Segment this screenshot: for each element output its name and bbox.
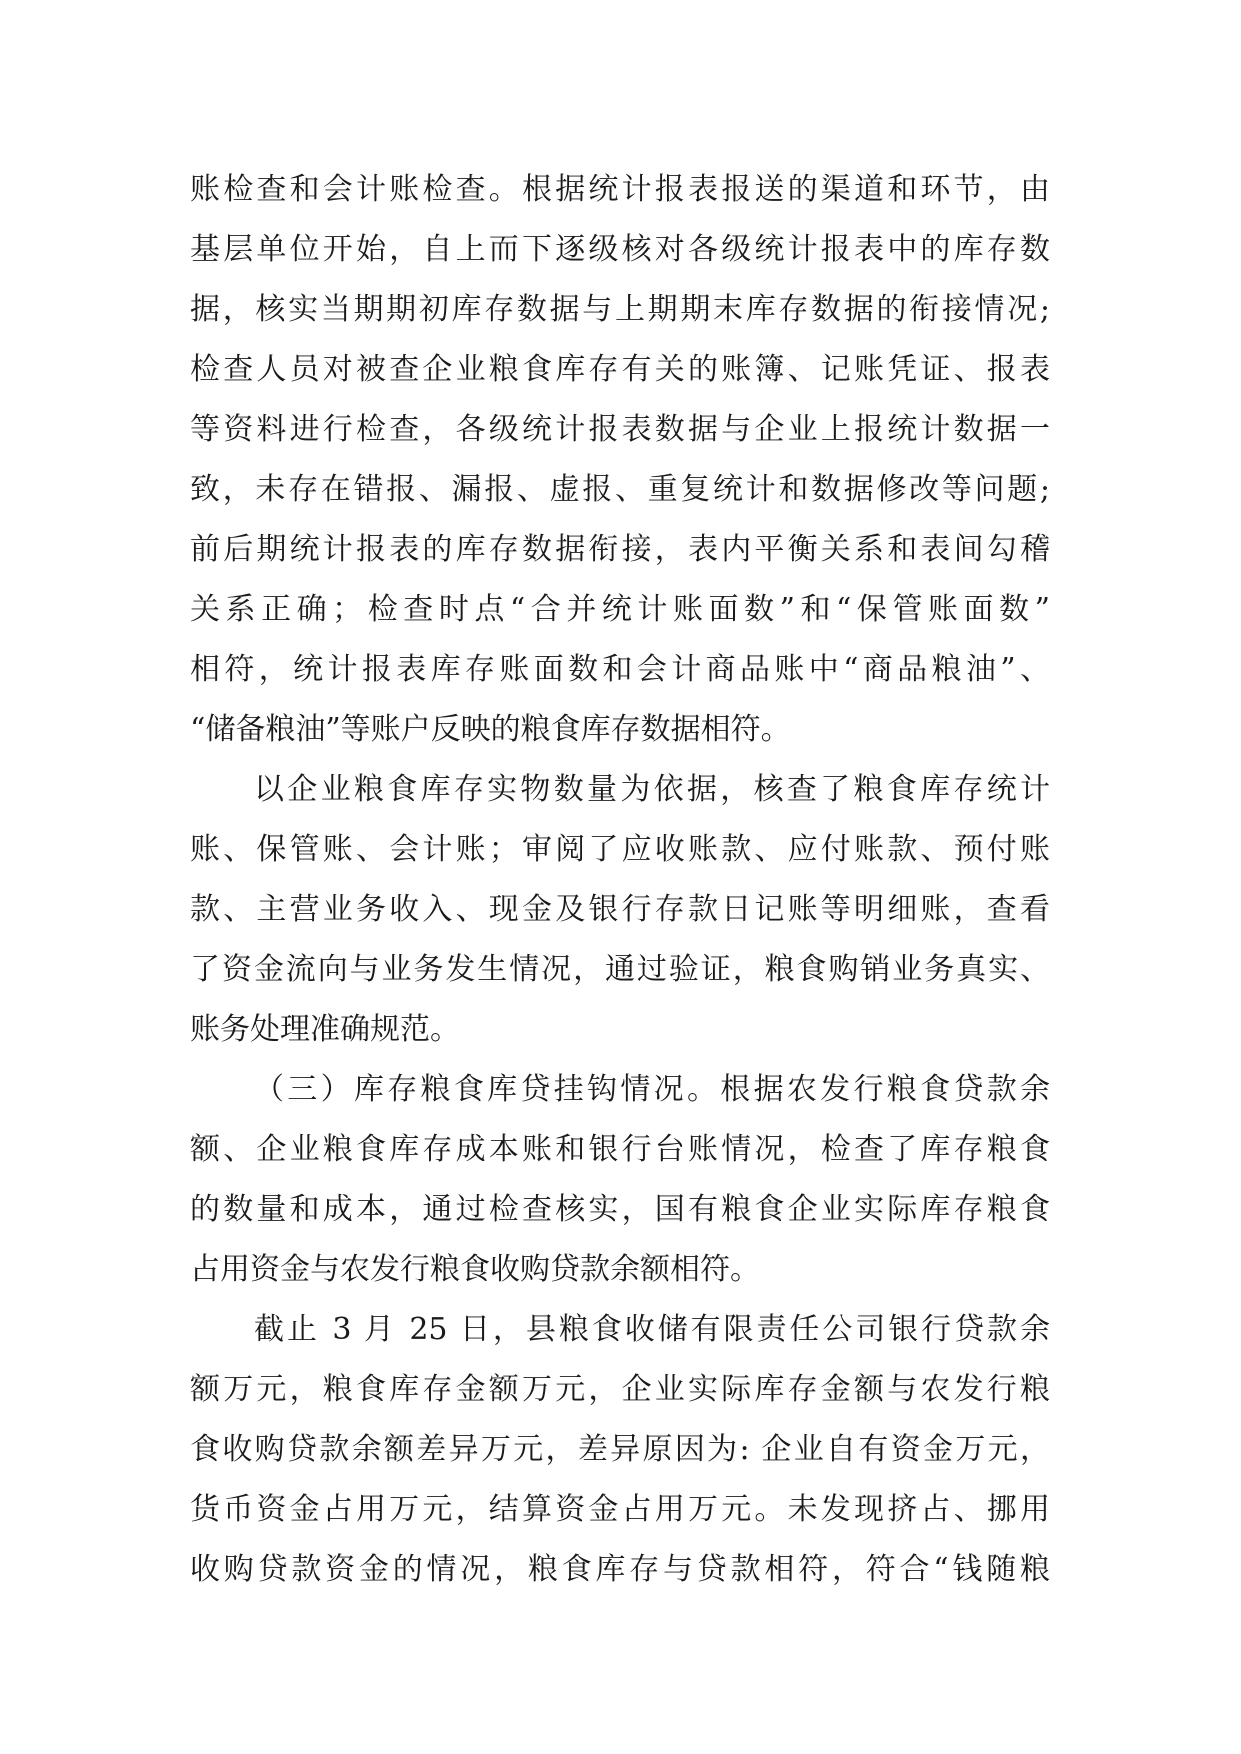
text-line: 占用资金与农发行粮食收购贷款余额相符。 xyxy=(190,1252,760,1287)
text-line: 关系正确；检查时点“合并统计账面数”和“保管账面数” xyxy=(190,592,1050,627)
text-line: 额万元，粮食库存金额万元，企业实际库存金额与农发行粮 xyxy=(190,1372,1050,1407)
text-line: 相符，统计报表库存账面数和会计商品账中“商品粮油”、 xyxy=(190,652,1050,687)
text-line: 基层单位开始，自上而下逐级核对各级统计报表中的库存数 xyxy=(190,232,1050,267)
text-line: 货币资金占用万元，结算资金占用万元。未发现挤占、挪用 xyxy=(190,1492,1050,1527)
text-line: 收购贷款资金的情况，粮食库存与贷款相符，符合“钱随粮 xyxy=(190,1552,1050,1587)
text-line: 账、保管账、会计账；审阅了应收账款、应付账款、预付账 xyxy=(190,832,1050,867)
text-line: 了资金流向与业务发生情况，通过验证，粮食购销业务真实、 xyxy=(190,952,1050,987)
section-heading-line: （三）库存粮食库贷挂钩情况。根据农发行粮食贷款余 xyxy=(254,1072,1050,1107)
text-line: 账务处理准确规范。 xyxy=(190,1012,460,1047)
text-line: 账检查和会计账检查。根据统计报表报送的渠道和环节，由 xyxy=(190,172,1050,207)
paragraph-first-line: 截止 3 月 25 日，县粮食收储有限责任公司银行贷款余 xyxy=(254,1312,1050,1347)
paragraph-first-line: 以企业粮食库存实物数量为依据，核查了粮食库存统计 xyxy=(254,772,1050,807)
text-line: 检查人员对被查企业粮食库存有关的账簿、记账凭证、报表 xyxy=(190,352,1050,387)
text-line: 款、主营业务收入、现金及银行存款日记账等明细账，查看 xyxy=(190,892,1050,927)
text-line: 额、企业粮食库存成本账和银行台账情况，检查了库存粮食 xyxy=(190,1132,1050,1167)
document-body xyxy=(190,160,1050,1600)
text-line: 据，核实当期期初库存数据与上期期末库存数据的衔接情况; xyxy=(190,292,1050,327)
text-line: 致，未存在错报、漏报、虚报、重复统计和数据修改等问题; xyxy=(190,472,1050,507)
text-line: 等资料进行检查，各级统计报表数据与企业上报统计数据一 xyxy=(190,412,1050,447)
text-line: 食收购贷款余额差异万元，差异原因为: 企业自有资金万元， xyxy=(190,1432,1050,1467)
text-line: 前后期统计报表的库存数据衔接，表内平衡关系和表间勾稽 xyxy=(190,532,1050,567)
text-line: 的数量和成本，通过检查核实，国有粮食企业实际库存粮食 xyxy=(190,1192,1050,1227)
text-line: “储备粮油”等账户反映的粮食库存数据相符。 xyxy=(190,712,791,747)
